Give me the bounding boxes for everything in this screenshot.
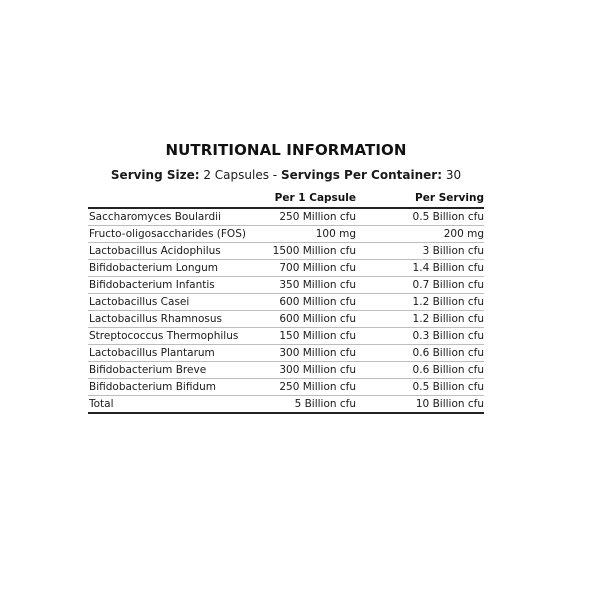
per-capsule-value: 5 Billion cfu — [269, 396, 356, 414]
table-row — [88, 226, 484, 243]
header-per-serving: Per Serving — [356, 190, 484, 208]
per-capsule-value: 300 Million cfu — [269, 345, 356, 362]
header-ingredient — [88, 190, 269, 208]
ingredient-name: Bifidobacterium Infantis — [88, 277, 269, 294]
per-serving-value: 0.5 Billion cfu — [356, 379, 484, 396]
per-capsule-value: 300 Million cfu — [269, 362, 356, 379]
per-serving-value: 1.4 Billion cfu — [356, 260, 484, 277]
header-per-capsule: Per 1 Capsule — [269, 190, 356, 208]
table-row — [88, 379, 484, 396]
per-serving-value: 0.5 Billion cfu — [356, 208, 484, 226]
table-row — [88, 328, 484, 345]
per-capsule-value: 250 Million cfu — [269, 379, 356, 396]
page-title: NUTRITIONAL INFORMATION — [165, 141, 407, 159]
table-header-row — [88, 190, 484, 208]
per-serving-value: 0.3 Billion cfu — [356, 328, 484, 345]
ingredient-name: Total — [88, 396, 269, 414]
ingredient-name: Lactobacillus Casei — [88, 294, 269, 311]
ingredient-name: Lactobacillus Acidophilus — [88, 243, 269, 260]
per-serving-value: 0.6 Billion cfu — [356, 345, 484, 362]
table-row — [88, 362, 484, 379]
table-row — [88, 345, 484, 362]
table-row — [88, 277, 484, 294]
per-capsule-value: 1500 Million cfu — [269, 243, 356, 260]
serving-size-value: 2 Capsules - — [199, 168, 281, 182]
ingredient-name: Lactobacillus Rhamnosus — [88, 311, 269, 328]
ingredient-name: Bifidobacterium Longum — [88, 260, 269, 277]
per-capsule-value: 700 Million cfu — [269, 260, 356, 277]
per-capsule-value: 600 Million cfu — [269, 311, 356, 328]
serving-size-label: Serving Size: — [110, 168, 200, 182]
table-row — [88, 311, 484, 328]
ingredient-name: Lactobacillus Plantarum — [88, 345, 269, 362]
table-row — [88, 294, 484, 311]
per-serving-value: 0.7 Billion cfu — [356, 277, 484, 294]
per-serving-value: 10 Billion cfu — [356, 396, 484, 414]
ingredient-name: Saccharomyces Boulardii — [88, 208, 269, 226]
per-serving-value: 1.2 Billion cfu — [356, 311, 484, 328]
serving-info — [0, 168, 572, 182]
servings-per-container-label: Servings Per Container: — [280, 168, 442, 182]
per-serving-value: 200 mg — [356, 226, 484, 243]
table-row — [88, 243, 484, 260]
per-capsule-value: 250 Million cfu — [269, 208, 356, 226]
per-capsule-value: 350 Million cfu — [269, 277, 356, 294]
table-row — [88, 208, 484, 226]
nutrition-table-container — [88, 190, 484, 414]
per-serving-value: 1.2 Billion cfu — [356, 294, 484, 311]
ingredient-name: Fructo-oligosaccharides (FOS) — [88, 226, 269, 243]
total-row — [88, 396, 484, 414]
servings-per-container-value: 30 — [442, 168, 462, 182]
ingredient-name: Streptococcus Thermophilus — [88, 328, 269, 345]
ingredient-name: Bifidobacterium Bifidum — [88, 379, 269, 396]
table-row — [88, 260, 484, 277]
per-capsule-value: 600 Million cfu — [269, 294, 356, 311]
per-capsule-value: 150 Million cfu — [269, 328, 356, 345]
per-serving-value: 0.6 Billion cfu — [356, 362, 484, 379]
ingredient-name: Bifidobacterium Breve — [88, 362, 269, 379]
per-capsule-value: 100 mg — [269, 226, 356, 243]
per-serving-value: 3 Billion cfu — [356, 243, 484, 260]
nutrition-table — [88, 190, 484, 414]
